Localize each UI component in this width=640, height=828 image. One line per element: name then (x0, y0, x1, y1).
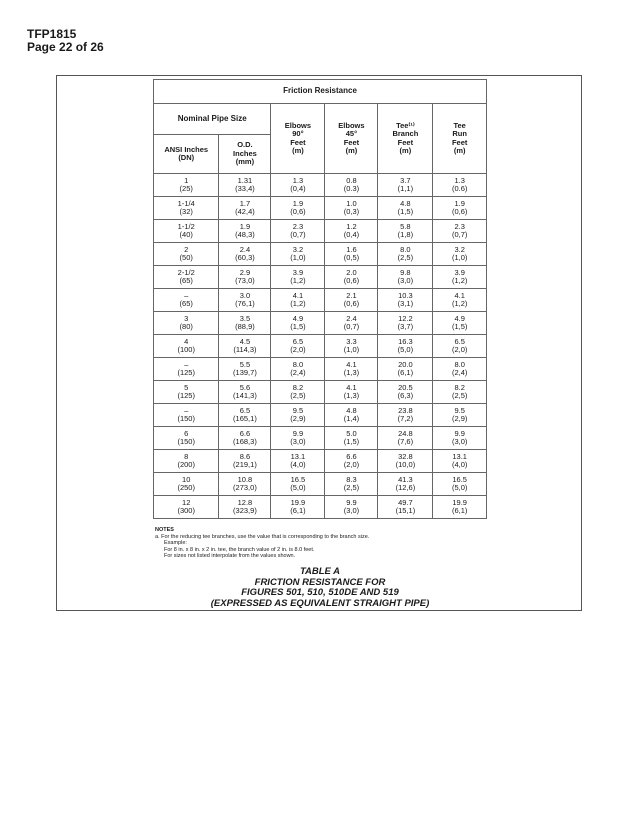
table-cell: 1-1/2 (40) (154, 220, 219, 243)
table-cell: 1.9 (0,6) (433, 197, 487, 220)
table-cell: 1-1/4 (32) (154, 197, 219, 220)
table-cell: 1.3 (0,4) (271, 174, 325, 197)
table-cell: 6 (150) (154, 427, 219, 450)
table-cell: 19.9 (6,1) (271, 496, 325, 519)
table-cell: 6.6 (2,0) (325, 450, 378, 473)
table-cell: 4.1 (1,2) (271, 289, 325, 312)
table-cell: 8.0 (2,5) (378, 243, 433, 266)
page-number: Page 22 of 26 (27, 40, 104, 54)
table-cell: 10.3 (3,1) (378, 289, 433, 312)
table-row (154, 243, 487, 266)
table-cell: 6.6 (168,3) (219, 427, 271, 450)
table-title: Friction Resistance (154, 80, 487, 104)
table-cell: 2.4 (60,3) (219, 243, 271, 266)
table-row (154, 450, 487, 473)
table-cell: 1.3 (0.6) (433, 174, 487, 197)
column-header-ansi-inches: ANSI Inches (DN) (154, 135, 219, 174)
note-line: a. For the reducing tee branches, use the value that is corresponding to the branch size. (155, 533, 370, 540)
table-cell: 2.0 (0,6) (325, 266, 378, 289)
table-body (154, 174, 487, 519)
table-cell: 8.0 (2,4) (271, 358, 325, 381)
table-cell: 12.2 (3,7) (378, 312, 433, 335)
table-cell: 8 (200) (154, 450, 219, 473)
table-cell: 12 (300) (154, 496, 219, 519)
table-cell: 1 (25) (154, 174, 219, 197)
table-cell: 9.8 (3,0) (378, 266, 433, 289)
table-cell: 20.5 (6,3) (378, 381, 433, 404)
table-cell: 2.1 (0,6) (325, 289, 378, 312)
note-line: For sizes not listed interpolate from the values shown. (164, 553, 296, 559)
table-cell: 1.0 (0,3) (325, 197, 378, 220)
table-cell: 9.5 (2,9) (271, 404, 325, 427)
table-cell: 20.0 (6,1) (378, 358, 433, 381)
column-header-elbows-90: Elbows 90° Feet (m) (271, 104, 325, 174)
column-header-elbows-45: Elbows 45° Feet (m) (325, 104, 378, 174)
table-cell: 23.8 (7,2) (378, 404, 433, 427)
table-cell: – (150) (154, 404, 219, 427)
table-cell: 3.2 (1,0) (271, 243, 325, 266)
table-cell: 13.1 (4,0) (271, 450, 325, 473)
table-cell: 10 (250) (154, 473, 219, 496)
column-header-od-inches: O.D. Inches (mm) (219, 135, 271, 174)
table-cell: 2.3 (0,7) (271, 220, 325, 243)
table-cell: 6.5 (165,1) (219, 404, 271, 427)
table-notes (155, 527, 485, 560)
table-caption (153, 567, 487, 609)
table-cell: 4.5 (114,3) (219, 335, 271, 358)
table-cell: 32.8 (10,0) (378, 450, 433, 473)
table-cell: 6.5 (2,0) (433, 335, 487, 358)
note-line: For 8 in. x 8 in. x 2 in. tee, the branch value of 2 in. is 8.0 feet. (164, 546, 315, 553)
table-cell: 16.3 (5,0) (378, 335, 433, 358)
table-cell: 9.9 (3,0) (433, 427, 487, 450)
friction-resistance-table (153, 79, 487, 519)
table-cell: 1.9 (48,3) (219, 220, 271, 243)
table-cell: 8.2 (2,5) (433, 381, 487, 404)
table-cell: 1.6 (0,5) (325, 243, 378, 266)
table-row (154, 266, 487, 289)
caption-line: TABLE A (299, 566, 341, 577)
table-cell: 3.2 (1,0) (433, 243, 487, 266)
table-cell: 4.1 (1,3) (325, 358, 378, 381)
table-cell: 16.5 (5,0) (433, 473, 487, 496)
table-cell: 1.7 (42,4) (219, 197, 271, 220)
nominal-pipe-size-header: Nominal Pipe Size (154, 104, 271, 135)
column-header-tee-branch: Tee⁽¹⁾ Branch Feet (m) (378, 104, 433, 174)
table-row (154, 335, 487, 358)
table-cell: 4.8 (1,4) (325, 404, 378, 427)
table-cell: 41.3 (12,6) (378, 473, 433, 496)
table-cell: 24.8 (7,6) (378, 427, 433, 450)
table-row (154, 220, 487, 243)
table-cell: 16.5 (5,0) (271, 473, 325, 496)
table-row (154, 427, 487, 450)
table-row (154, 496, 487, 519)
table-cell: 2 (50) (154, 243, 219, 266)
table-cell: 5.0 (1,5) (325, 427, 378, 450)
table-row (154, 197, 487, 220)
table-cell: 3.3 (1,0) (325, 335, 378, 358)
table-cell: 19.9 (6,1) (433, 496, 487, 519)
table-cell: 3 (80) (154, 312, 219, 335)
caption-line: (EXPRESSED AS EQUIVALENT STRAIGHT PIPE) (210, 597, 430, 609)
table-cell: 12.8 (323,9) (219, 496, 271, 519)
table-cell: 9.5 (2,9) (433, 404, 487, 427)
table-row (154, 404, 487, 427)
caption-line: FRICTION RESISTANCE FOR (254, 576, 386, 588)
table-cell: 9.9 (3,0) (271, 427, 325, 450)
table-cell: 1.9 (0,6) (271, 197, 325, 220)
table-cell: 2.9 (73,0) (219, 266, 271, 289)
table-cell: 3.9 (1,2) (433, 266, 487, 289)
table-row (154, 174, 487, 197)
table-cell: 5.6 (141,3) (219, 381, 271, 404)
table-cell: 8.6 (219,1) (219, 450, 271, 473)
table-row (154, 312, 487, 335)
table-cell: 8.2 (2,5) (271, 381, 325, 404)
table-cell: 4.1 (1,3) (325, 381, 378, 404)
table-cell: – (125) (154, 358, 219, 381)
table-cell: 3.9 (1,2) (271, 266, 325, 289)
table-cell: 5.8 (1,8) (378, 220, 433, 243)
table-cell: 8.0 (2,4) (433, 358, 487, 381)
table-cell: 4.8 (1,5) (378, 197, 433, 220)
column-header-tee-run: Tee Run Feet (m) (433, 104, 487, 174)
table-cell: 5.5 (139,7) (219, 358, 271, 381)
note-line: Example: (164, 540, 187, 546)
table-cell: 4 (100) (154, 335, 219, 358)
table-row (154, 381, 487, 404)
table-cell: 4.9 (1,5) (433, 312, 487, 335)
table-row (154, 289, 487, 312)
table-cell: 4.9 (1,5) (271, 312, 325, 335)
table-cell: 2.3 (0,7) (433, 220, 487, 243)
document-header (27, 28, 104, 54)
table-cell: 5 (125) (154, 381, 219, 404)
document-id: TFP1815 (27, 27, 77, 41)
table-cell: 3.7 (1,1) (378, 174, 433, 197)
notes-heading: NOTES (155, 527, 174, 533)
caption-line: FIGURES 501, 510, 510DE AND 519 (241, 587, 399, 598)
table-cell: 0.8 (0.3) (325, 174, 378, 197)
table-cell: 49.7 (15,1) (378, 496, 433, 519)
table-cell: 6.5 (2,0) (271, 335, 325, 358)
table-row (154, 358, 487, 381)
table-cell: 8.3 (2,5) (325, 473, 378, 496)
table-cell: 1.2 (0,4) (325, 220, 378, 243)
table-cell: 9.9 (3,0) (325, 496, 378, 519)
table-cell: 4.1 (1,2) (433, 289, 487, 312)
table-row (154, 473, 487, 496)
table-cell: 1.31 (33,4) (219, 174, 271, 197)
table-cell: 2.4 (0,7) (325, 312, 378, 335)
table-cell: 3.5 (88,9) (219, 312, 271, 335)
table-cell: 2-1/2 (65) (154, 266, 219, 289)
table-cell: 13.1 (4,0) (433, 450, 487, 473)
table-cell: 10.8 (273,0) (219, 473, 271, 496)
table-cell: 3.0 (76,1) (219, 289, 271, 312)
table-cell: – (65) (154, 289, 219, 312)
